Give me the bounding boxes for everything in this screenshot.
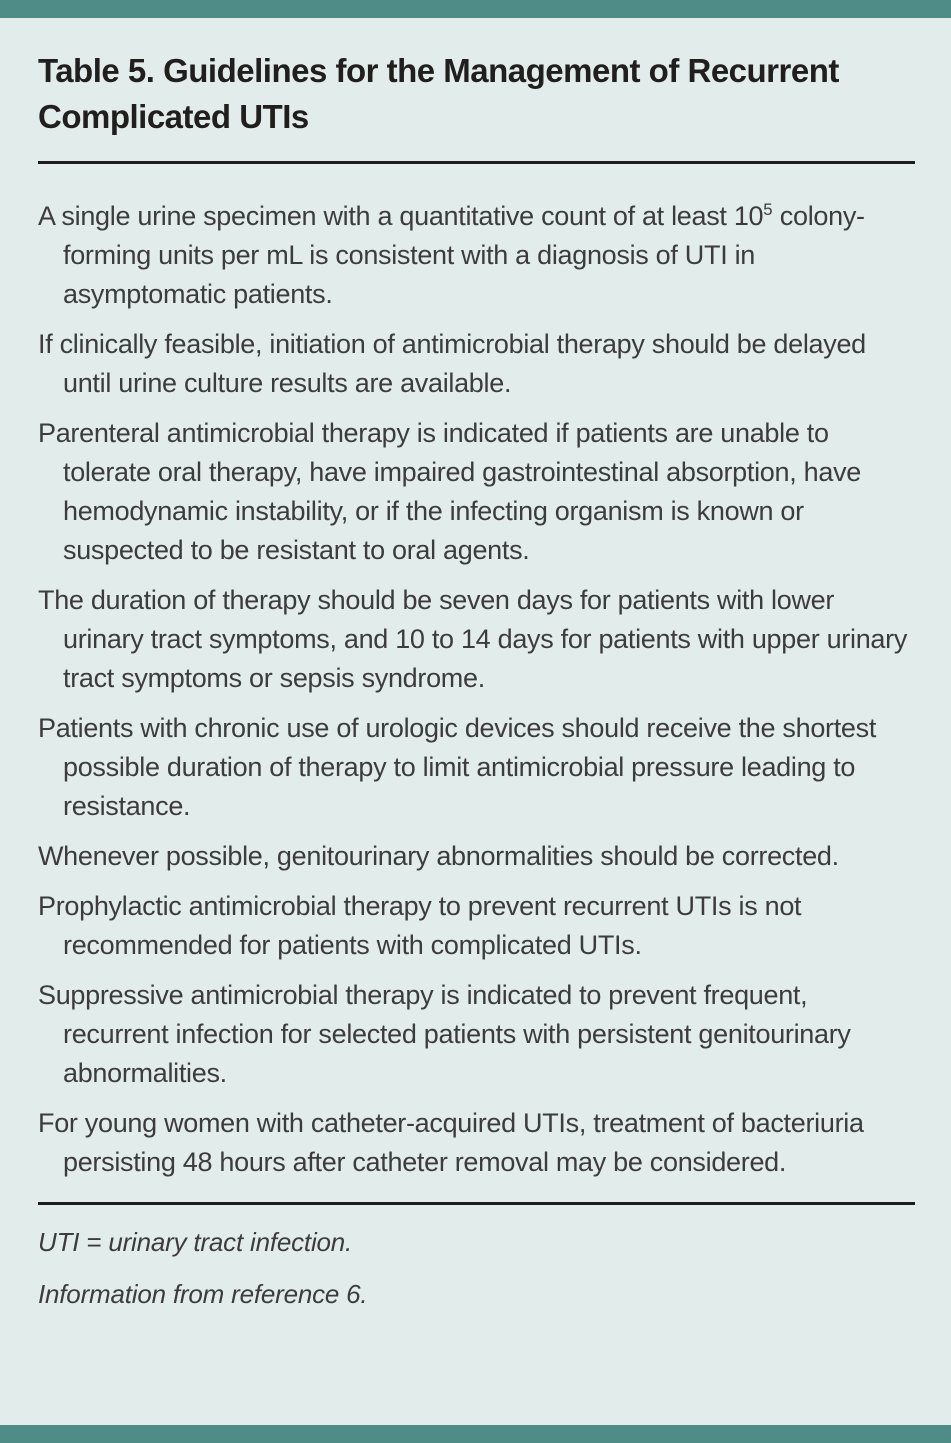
guideline-item: Suppressive antimicrobial therapy is indicated to prevent frequent, recurrent infection for selected patients with persistent genitourinary abnormalities. <box>38 980 851 1088</box>
table-title: Table 5. Guidelines for the Management of Recurrent Complicated UTIs <box>38 52 839 135</box>
guideline-item: The duration of therapy should be seven days for patients with lower urinary tract symptoms, and 10 to 14 days for patients with upper urinary tract symptoms or sepsis syndrome. <box>38 585 908 693</box>
guidelines-list <box>38 197 915 1182</box>
footnote-source: Information from reference 6. <box>38 1279 368 1309</box>
guideline-item: Parenteral antimicrobial therapy is indicated if patients are unable to tolerate oral therapy, have impaired gastrointestinal absorption, have hemodynamic instability, or if the infecting organism is known or suspected to be resistant to oral agents. <box>38 418 861 565</box>
footnote-rule <box>38 1202 915 1205</box>
guideline-item: If clinically feasible, initiation of antimicrobial therapy should be delayed until urine culture results are available. <box>38 329 866 398</box>
top-border-bar <box>0 0 951 18</box>
bottom-border-bar <box>0 1425 951 1443</box>
footnote-abbreviation: UTI = urinary tract infection. <box>38 1227 353 1257</box>
guideline-item: Whenever possible, genitourinary abnormalities should be corrected. <box>38 841 839 871</box>
guideline-item: A single urine specimen with a quantitative count of at least $10^5$ colony-forming units per mL is consistent with a diagnosis of UTI in asymptomatic patients. <box>38 200 865 309</box>
guideline-item: Prophylactic antimicrobial therapy to prevent recurrent UTIs is not recommended for patients with complicated UTIs. <box>38 891 802 960</box>
guideline-item: Patients with chronic use of urologic devices should receive the shortest possible duration of therapy to limit antimicrobial pressure leading to resistance. <box>38 713 877 821</box>
table-content <box>0 18 951 1309</box>
superscript: 5 <box>763 200 773 219</box>
footnotes <box>38 1227 915 1309</box>
guideline-item: For young women with catheter-acquired UTIs, treatment of bacteriuria persisting 48 hours after catheter removal may be considered. <box>38 1108 864 1177</box>
title-rule <box>38 161 915 164</box>
